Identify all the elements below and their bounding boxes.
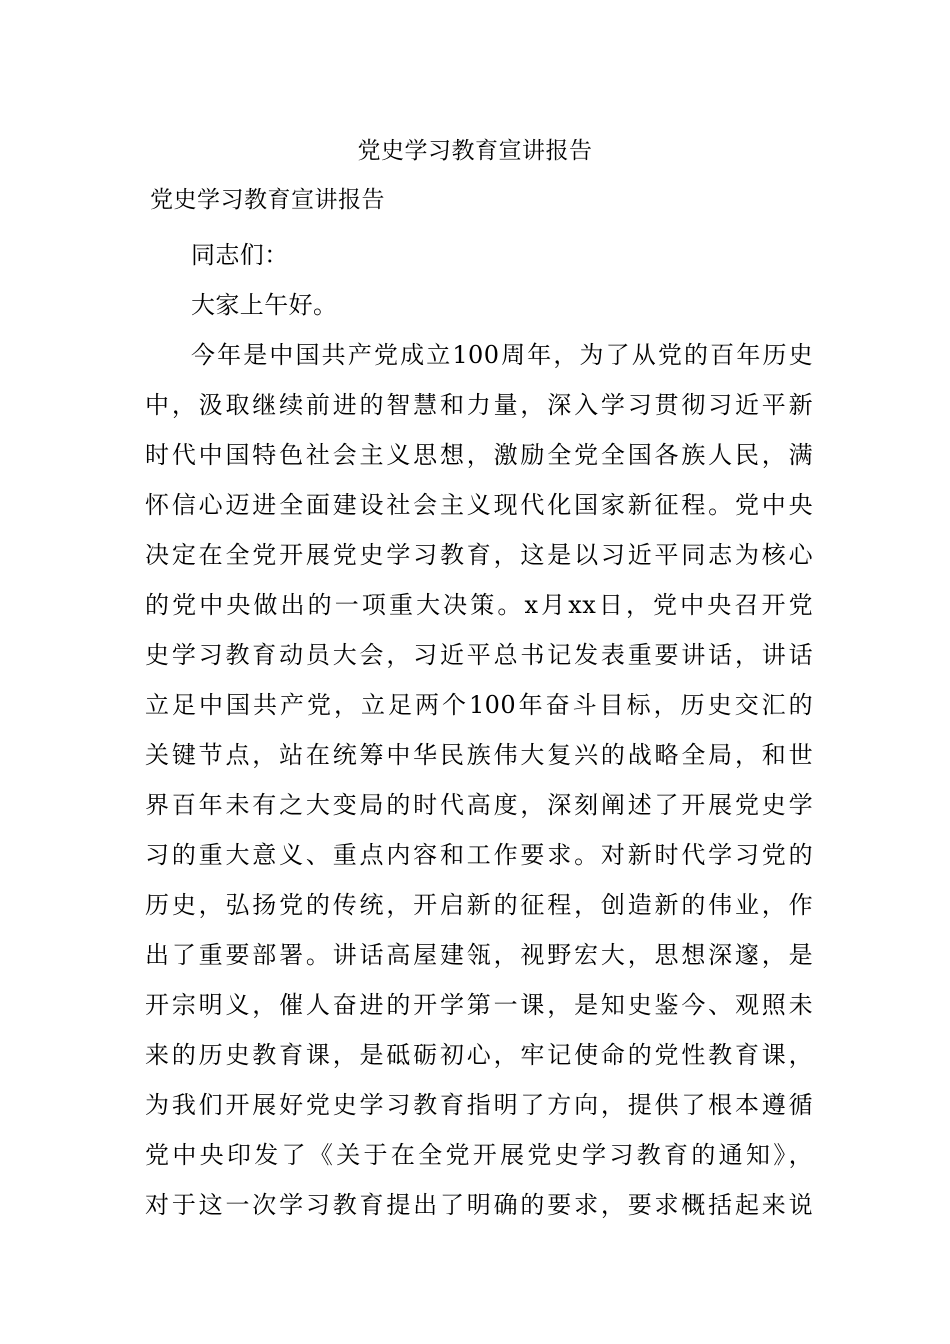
body-line: 来的历史教育课，是砥砺初心，牢记使命的党性教育课， bbox=[145, 1041, 813, 1069]
salutation-paragraph bbox=[145, 280, 813, 330]
body-line: 习的重大意义、重点内容和工作要求。对新时代学习党的 bbox=[145, 841, 813, 869]
body-line: 史学习教育动员大会，习近平总书记发表重要讲话，讲话 bbox=[145, 641, 813, 669]
body-line: 今年是中国共产党成立100周年，为了从党的百年历史 bbox=[191, 341, 813, 369]
body-line: 出了重要部署。讲话高屋建瓴，视野宏大，思想深邃，是 bbox=[145, 941, 813, 969]
body-line: 历史，弘扬党的传统，开启新的征程，创造新的伟业，作 bbox=[145, 891, 813, 919]
body-line: 时代中国特色社会主义思想，激励全党全国各族人民，满 bbox=[145, 441, 813, 469]
body-line: 立足中国共产党，立足两个100年奋斗目标，历史交汇的 bbox=[145, 691, 813, 719]
greeting-paragraph bbox=[145, 230, 813, 280]
body-line: 对于这一次学习教育提出了明确的要求，要求概括起来说 bbox=[145, 1191, 813, 1219]
body-line: 关键节点，站在统筹中华民族伟大复兴的战略全局，和世 bbox=[145, 741, 813, 769]
body-line: 界百年未有之大变局的时代高度，深刻阐述了开展党史学 bbox=[145, 791, 813, 819]
salutation-text: 大家上午好。 bbox=[191, 291, 338, 319]
document-title: 党史学习教育宣讲报告 bbox=[357, 138, 593, 164]
greeting-text: 同志们： bbox=[191, 241, 289, 269]
body-line: 开宗明义，催人奋进的开学第一课，是知史鉴今、观照未 bbox=[145, 991, 813, 1019]
body-line: 党中央印发了《关于在全党开展党史学习教育的通知》， bbox=[145, 1141, 813, 1169]
body-line: 的党中央做出的一项重大决策。x月xx日，党中央召开党 bbox=[145, 591, 813, 619]
body-line: 为我们开展好党史学习教育指明了方向，提供了根本遵循 bbox=[145, 1091, 813, 1119]
body-line: 中，汲取继续前进的智慧和力量，深入学习贯彻习近平新 bbox=[145, 391, 813, 419]
body-line: 决定在全党开展党史学习教育，这是以习近平同志为核心 bbox=[145, 541, 813, 569]
body-line: 怀信心迈进全面建设社会主义现代化国家新征程。党中央 bbox=[145, 491, 813, 519]
document-subtitle: 党史学习教育宣讲报告 bbox=[150, 187, 385, 213]
body-paragraph bbox=[145, 330, 813, 1230]
